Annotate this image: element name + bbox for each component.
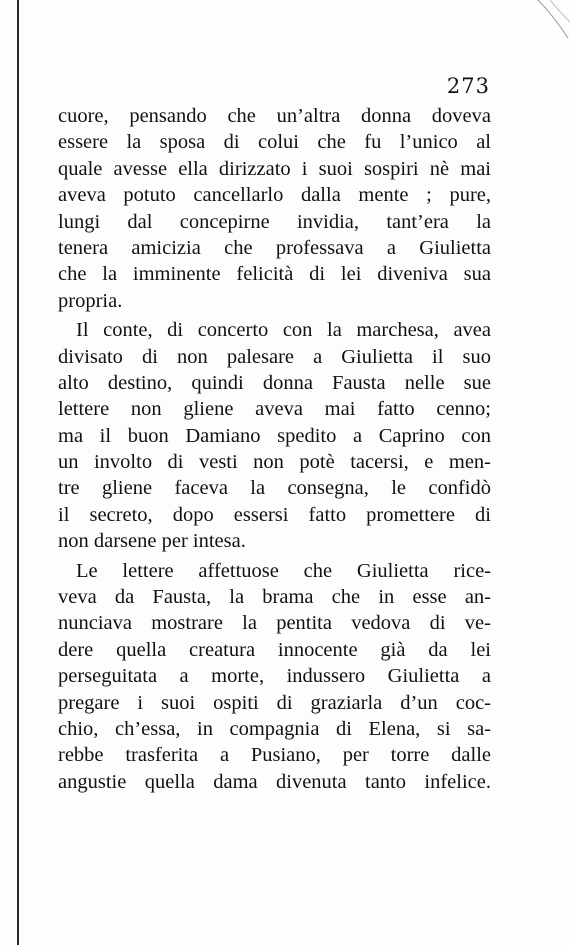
text-line: tenera amicizia che professava a Giulietta bbox=[58, 236, 491, 259]
text-line: non darsene per intesa. bbox=[58, 530, 246, 553]
text-line: essere la sposa di colui che fu l’unico al bbox=[58, 131, 491, 154]
paragraph-2 bbox=[58, 317, 491, 555]
text-line: che la imminente felicità di lei diveniva sua bbox=[58, 263, 491, 286]
paragraph-3 bbox=[58, 558, 491, 796]
text-line: propria. bbox=[58, 289, 123, 312]
text-line: ma il buon Damiano spedito a Caprino con bbox=[58, 424, 491, 447]
text-line: angustie quella dama divenuta tanto infelice. bbox=[58, 770, 491, 793]
text-line: divisato di non palesare a Giulietta il suo bbox=[58, 345, 491, 368]
page-gutter-edge bbox=[17, 0, 19, 945]
paragraph-1 bbox=[58, 103, 491, 314]
text-line: lungi dal concepirne invidia, tant’era la bbox=[58, 210, 491, 233]
text-line: aveva potuto cancellarlo dalla mente ; pure, bbox=[58, 184, 491, 207]
text-line: nunciava mostrare la pentita vedova di ve- bbox=[58, 612, 491, 635]
text-line: lettere non gliene aveva mai fatto cenno; bbox=[58, 398, 491, 421]
text-line: veva da Fausta, la brama che in esse an- bbox=[58, 586, 491, 609]
text-line: rebbe trasferita a Pusiano, per torre dalle bbox=[58, 744, 491, 767]
page-number: 273 bbox=[446, 74, 490, 98]
text-line: Le lettere affettuose che Giulietta rice- bbox=[76, 559, 491, 582]
text-line: un involto di vesti non potè tacersi, e men- bbox=[58, 451, 491, 474]
text-line: chio, ch’essa, in compagnia di Elena, si sa- bbox=[58, 717, 491, 740]
text-line: dere quella creatura innocente già da lei bbox=[58, 638, 491, 661]
text-line: cuore, pensando che un’altra donna doveva bbox=[58, 105, 491, 127]
body-text bbox=[58, 103, 491, 798]
text-line: tre gliene faceva la consegna, le confidò bbox=[58, 477, 491, 500]
text-line: alto destino, quindi donna Fausta nelle sue bbox=[58, 371, 491, 394]
text-line: quale avesse ella dirizzato i suoi sospiri nè mai bbox=[58, 157, 491, 180]
text-line: perseguitata a morte, indussero Giulietta a bbox=[58, 665, 491, 688]
text-line: il secreto, dopo essersi fatto promettere di bbox=[58, 503, 491, 526]
corner-scan-mark bbox=[530, 0, 570, 40]
text-line: Il conte, di concerto con la marchesa, avea bbox=[76, 319, 491, 342]
text-line: pregare i suoi ospiti di graziarla d’un coc- bbox=[58, 691, 491, 714]
